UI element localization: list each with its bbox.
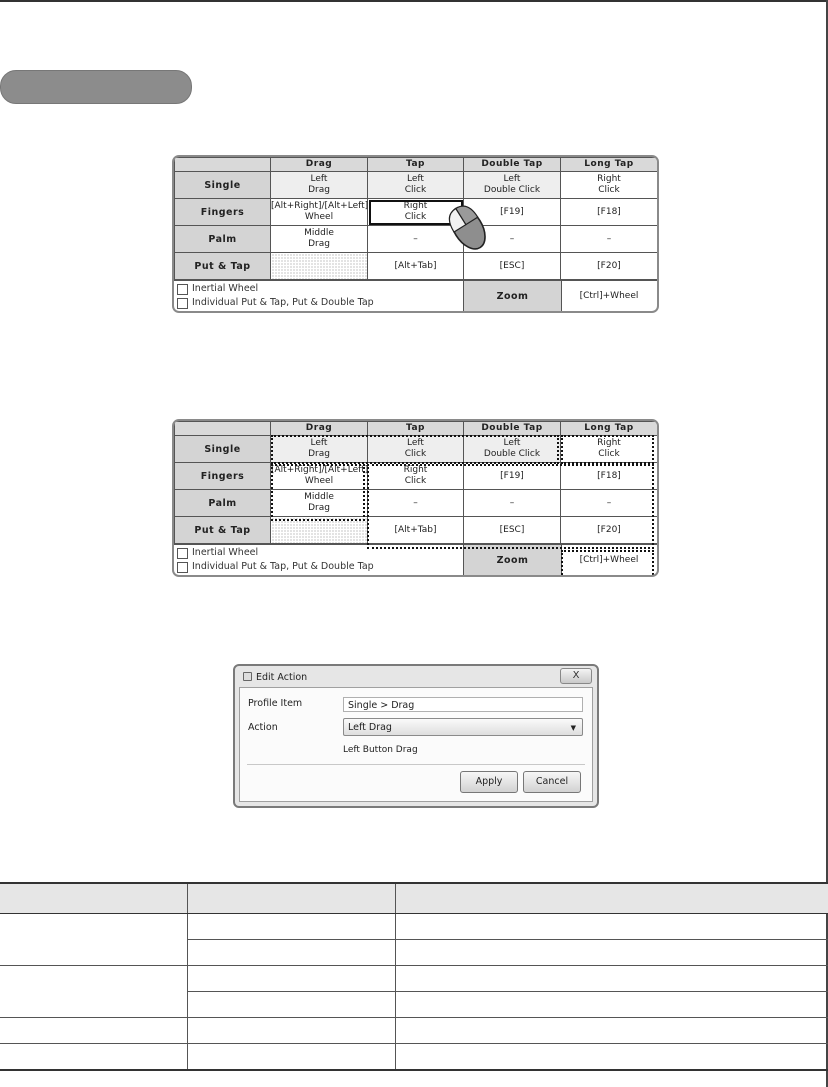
close-button[interactable]: X	[560, 668, 592, 684]
gesture-settings-panel-1	[172, 155, 659, 313]
table-cell	[0, 966, 187, 1018]
dialog-title	[243, 672, 307, 683]
table-cell	[0, 914, 187, 966]
cell-single-tap[interactable]: Left Click	[368, 172, 464, 199]
table-header-row	[0, 883, 828, 914]
zoom-header: Zoom	[463, 545, 562, 575]
zoom-value-cell[interactable]: [Ctrl]+Wheel	[579, 555, 639, 565]
cell-put-and-tap-drag-disabled	[271, 517, 368, 544]
profile-item-field[interactable]: Single > Drag	[343, 697, 583, 712]
apply-button[interactable]: Apply	[460, 771, 518, 793]
zoom-header: Zoom	[463, 281, 562, 311]
cell-single-double-tap[interactable]: Left Double Click	[464, 436, 561, 463]
table-header-cell	[395, 883, 828, 914]
zoom-value-cell[interactable]: [Ctrl]+Wheel	[579, 291, 639, 301]
col-header-double-tap: Double Tap	[464, 422, 561, 436]
row-header-fingers: Fingers	[175, 463, 271, 490]
row-header-single: Single	[175, 436, 271, 463]
dropdown-arrow-icon: ▼	[570, 724, 576, 732]
col-header-drag: Drag	[271, 422, 368, 436]
dialog-body	[239, 687, 593, 802]
app-icon	[243, 672, 252, 681]
gesture-settings-panel-2	[172, 419, 659, 577]
cell-fingers-long-tap[interactable]: [F18]	[561, 199, 658, 226]
mouse-cursor-icon	[445, 200, 491, 256]
col-header-long-tap: Long Tap	[561, 158, 658, 172]
table-cell	[187, 914, 395, 940]
cell-palm-tap[interactable]: –	[368, 490, 464, 517]
top-rule	[0, 0, 828, 2]
table-row	[0, 1018, 828, 1044]
section-pill	[0, 70, 192, 104]
table-cell	[187, 1044, 395, 1071]
table-cell	[395, 992, 828, 1018]
cell-palm-drag[interactable]: Middle Drag	[271, 490, 368, 517]
grid-corner	[175, 422, 271, 436]
cell-single-long-tap[interactable]: Right Click	[561, 436, 658, 463]
profile-item-label: Profile Item	[248, 698, 303, 709]
table-cell	[395, 1044, 828, 1071]
gesture-grid-2	[174, 421, 658, 544]
blank-table	[0, 882, 828, 1071]
cell-put-and-tap-long-tap[interactable]: [F20]	[561, 253, 658, 280]
action-select[interactable]	[343, 718, 583, 736]
inertial-wheel-checkbox[interactable]	[177, 284, 188, 295]
cell-fingers-double-tap[interactable]: [F19]	[464, 463, 561, 490]
cell-single-long-tap[interactable]: Right Click	[561, 172, 658, 199]
row-header-palm: Palm	[175, 490, 271, 517]
gesture-grid	[174, 157, 658, 280]
dialog-title-text: Edit Action	[256, 672, 308, 683]
row-header-fingers: Fingers	[175, 199, 271, 226]
cell-fingers-tap[interactable]: Right Click	[368, 463, 464, 490]
options-bar	[174, 280, 657, 311]
row-header-put-and-tap: Put & Tap	[175, 517, 271, 544]
grid-corner	[175, 158, 271, 172]
cell-put-and-tap-tap[interactable]: [Alt+Tab]	[368, 253, 464, 280]
cell-put-and-tap-double-tap[interactable]: [ESC]	[464, 517, 561, 544]
cell-fingers-drag[interactable]: [Alt+Right]/[Alt+Left] Wheel	[271, 463, 368, 490]
table-row	[0, 966, 828, 992]
cell-fingers-double-tap[interactable]: [F19]	[464, 199, 561, 226]
cell-put-and-tap-tap[interactable]: [Alt+Tab]	[368, 517, 464, 544]
cell-put-and-tap-long-tap[interactable]: [F20]	[561, 517, 658, 544]
table-row	[0, 1044, 828, 1071]
col-header-long-tap: Long Tap	[561, 422, 658, 436]
options-bar	[174, 544, 657, 575]
cell-palm-tap[interactable]: –	[368, 226, 464, 253]
inertial-wheel-label: Inertial Wheel	[192, 547, 259, 558]
individual-put-tap-checkbox[interactable]	[177, 298, 188, 309]
table-cell	[395, 940, 828, 966]
cell-single-drag[interactable]: Left Drag	[271, 172, 368, 199]
action-label: Action	[248, 722, 278, 733]
col-header-tap: Tap	[368, 158, 464, 172]
dialog-separator	[247, 764, 585, 765]
cell-palm-double-tap[interactable]: –	[464, 490, 561, 517]
table-cell	[187, 1018, 395, 1044]
table-row	[0, 914, 828, 940]
cell-palm-double-tap[interactable]: –	[464, 226, 561, 253]
cancel-button[interactable]: Cancel	[523, 771, 581, 793]
cell-palm-long-tap[interactable]: –	[561, 490, 658, 517]
inertial-wheel-checkbox[interactable]	[177, 548, 188, 559]
col-header-drag: Drag	[271, 158, 368, 172]
cell-fingers-tap[interactable]: Right Click	[368, 199, 464, 226]
table-header-cell	[187, 883, 395, 914]
action-select-value: Left Drag	[348, 722, 392, 733]
individual-put-tap-label: Individual Put & Tap, Put & Double Tap	[192, 561, 374, 572]
col-header-tap: Tap	[368, 422, 464, 436]
edit-action-dialog	[233, 664, 599, 808]
cell-put-and-tap-double-tap[interactable]: [ESC]	[464, 253, 561, 280]
row-header-put-and-tap: Put & Tap	[175, 253, 271, 280]
table-cell	[0, 1044, 187, 1071]
table-cell	[395, 914, 828, 940]
cell-single-tap[interactable]: Left Click	[368, 436, 464, 463]
cell-fingers-long-tap[interactable]: [F18]	[561, 463, 658, 490]
row-header-single: Single	[175, 172, 271, 199]
cell-single-drag[interactable]: Left Drag	[271, 436, 368, 463]
table-cell	[395, 1018, 828, 1044]
table-cell	[0, 1018, 187, 1044]
table-cell	[395, 966, 828, 992]
action-description: Left Button Drag	[343, 745, 418, 755]
cell-palm-long-tap[interactable]: –	[561, 226, 658, 253]
table-cell	[187, 940, 395, 966]
cell-put-and-tap-drag-disabled	[271, 253, 368, 280]
col-header-double-tap: Double Tap	[464, 158, 561, 172]
individual-put-tap-checkbox[interactable]	[177, 562, 188, 573]
table-cell	[187, 992, 395, 1018]
table-cell	[187, 966, 395, 992]
individual-put-tap-label: Individual Put & Tap, Put & Double Tap	[192, 297, 374, 308]
inertial-wheel-label: Inertial Wheel	[192, 283, 259, 294]
row-header-palm: Palm	[175, 226, 271, 253]
cell-palm-drag[interactable]: Middle Drag	[271, 226, 368, 253]
cell-fingers-drag[interactable]: [Alt+Right]/[Alt+Left] Wheel	[271, 199, 368, 226]
table-header-cell	[0, 883, 187, 914]
cell-single-double-tap[interactable]: Left Double Click	[464, 172, 561, 199]
